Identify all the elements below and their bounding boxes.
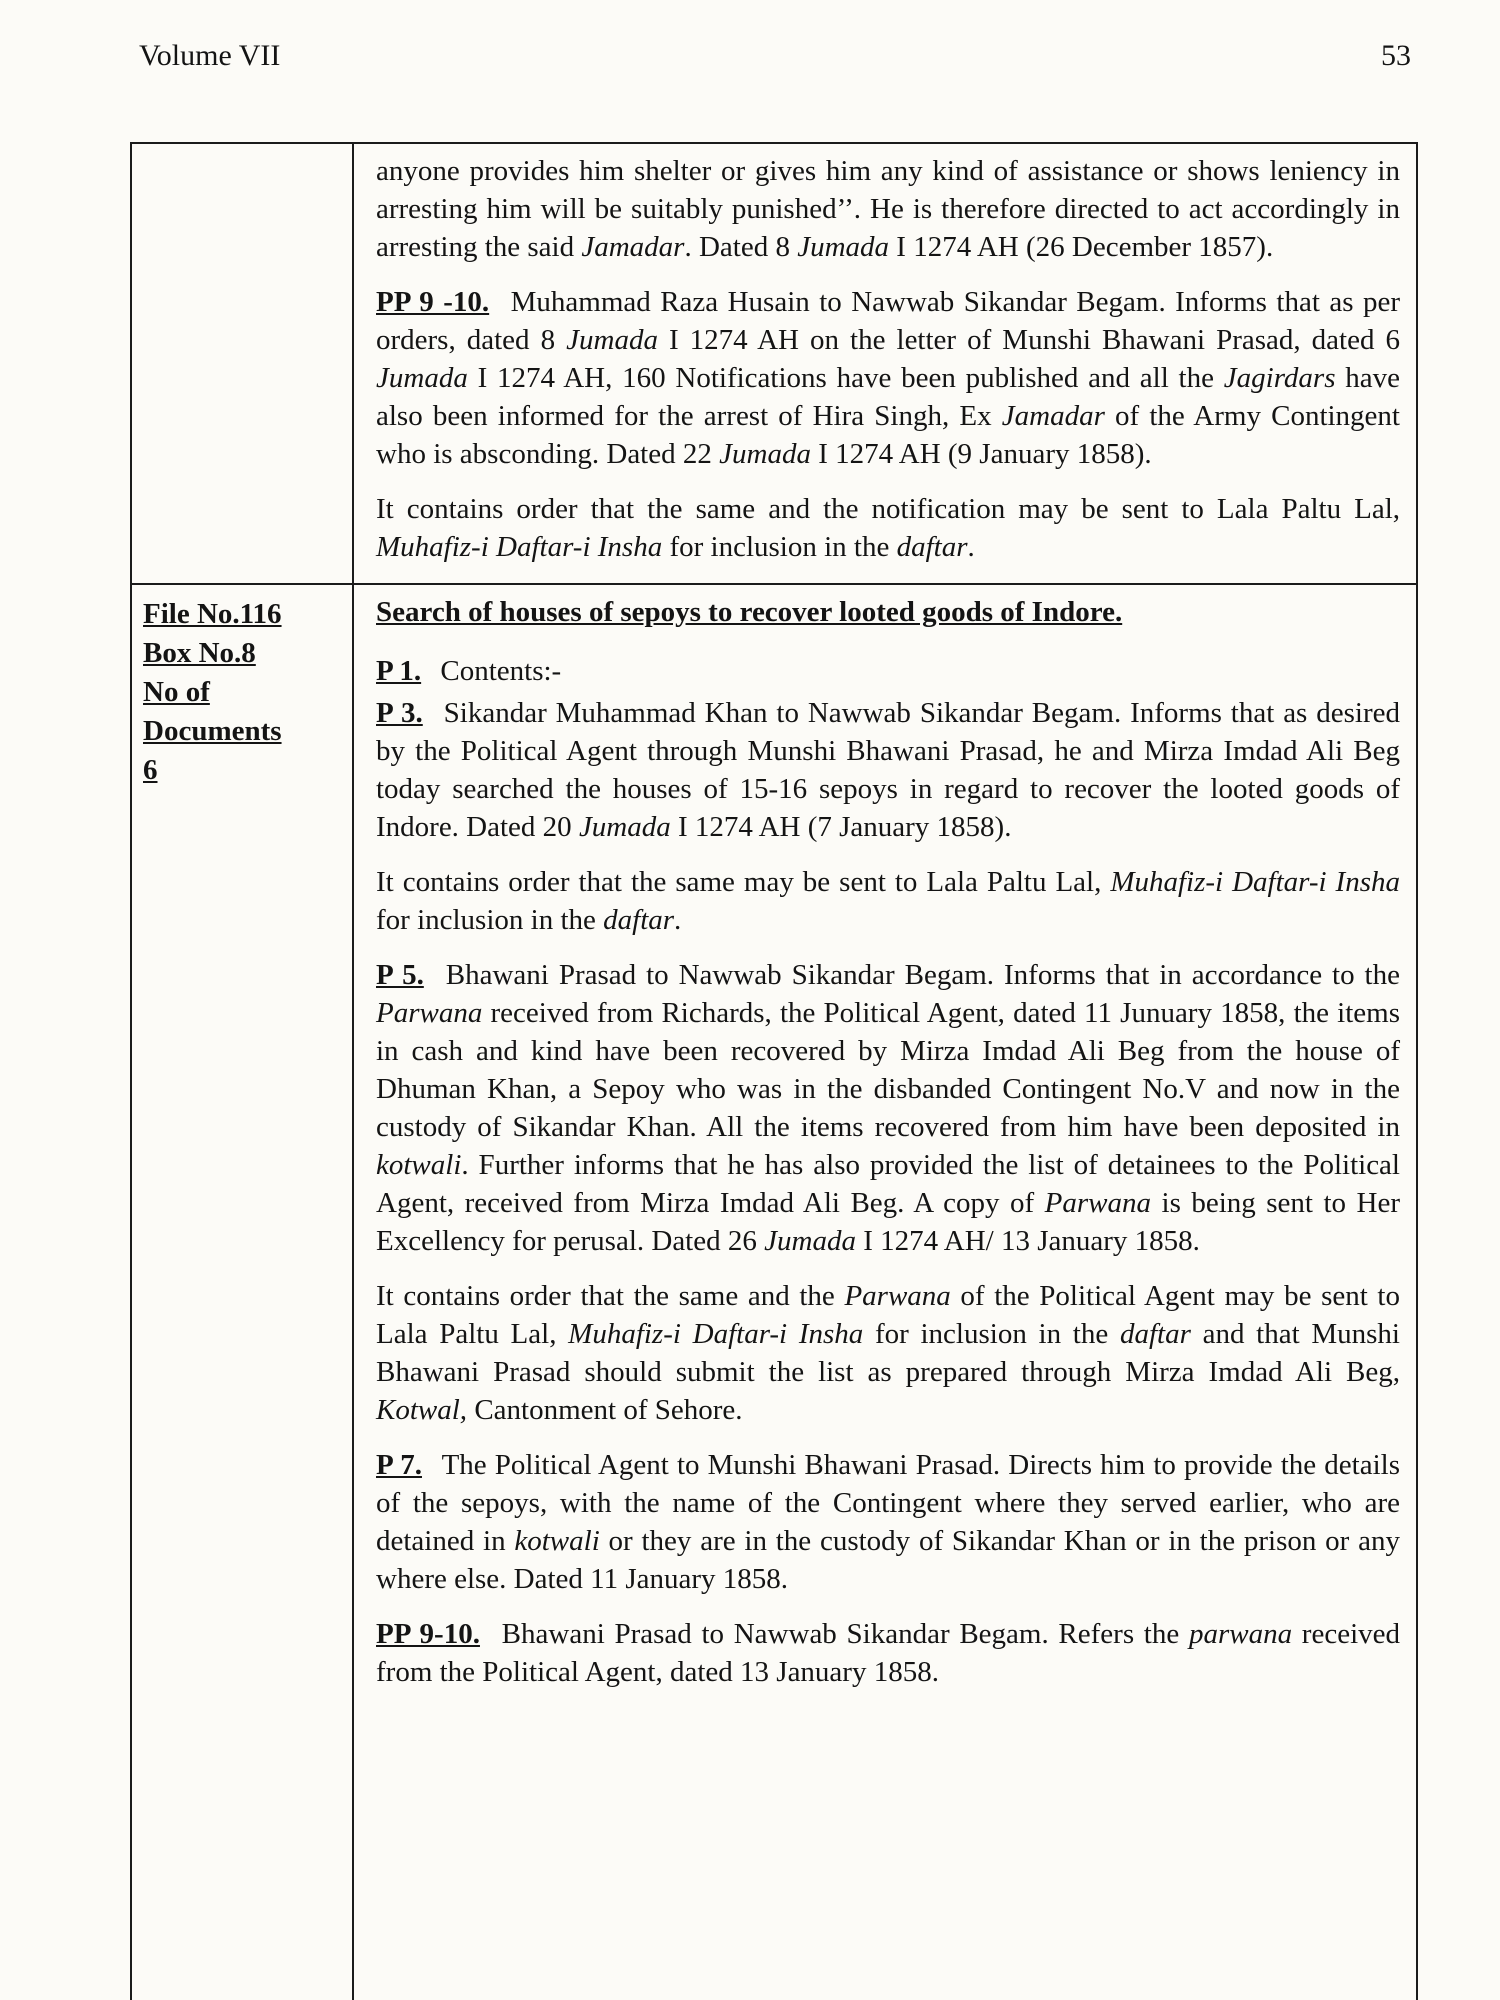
entry-label: PP 9-10.: [376, 1618, 480, 1650]
entry-text: parwana: [1188, 1618, 1293, 1650]
entry-text: Cantonment of Sehore.: [467, 1394, 743, 1426]
entry-text: Search of houses of sepoys to recover looted goods of Indore.: [376, 596, 1123, 628]
entry-text: Contents:-: [433, 655, 562, 687]
entry-text: and that Munshi Bhawani Prasad should submit the list as prepared through Mirza Imdad Ali Beg,: [376, 1318, 1400, 1388]
entry-text: Jamadar: [581, 231, 685, 263]
entry-text: The Political Agent to Munshi Bhawani Prasad. Directs him to provide the details of the sepoys, with the name of the Contingent where they served earlier, who are detained in: [376, 1449, 1400, 1557]
entry-text: Jumada: [566, 324, 658, 356]
entry-text: Jumada: [719, 438, 811, 470]
entry-label: P 3.: [376, 697, 423, 729]
entry-text: Jumada: [764, 1225, 856, 1257]
entry-paragraph: [376, 652, 1400, 690]
entry-text: I 1274 AH (7 January 1858).: [670, 811, 1012, 843]
entry-text: of the Army Contingent who is absconding. Dated 22: [376, 400, 1400, 470]
entry-label: P 5.: [376, 959, 424, 991]
entry-paragraph: [376, 152, 1400, 266]
entry-text: .: [967, 531, 975, 563]
entry-label: PP 9 -10.: [376, 286, 490, 318]
entry-text: daftar: [896, 531, 968, 563]
entry-heading: [376, 593, 1400, 631]
entry-text: Muhafiz-i Daftar-i Insha: [1110, 866, 1400, 898]
entry-text: Bhawani Prasad to Nawwab Sikandar Begam. Informs that in accordance to the: [435, 959, 1400, 991]
entry-text: Jumada: [376, 362, 468, 394]
entry-text: Jumada: [578, 811, 671, 843]
entry-text: Kotwal,: [376, 1394, 468, 1426]
entry-cell: [354, 585, 1416, 2000]
entry-text: I 1274 AH (9 January 1858).: [810, 438, 1152, 470]
file-info-line: No of: [143, 676, 210, 708]
entry-text: Jumada: [797, 231, 890, 263]
entry-text: I 1274 AH on the letter of Munshi Bhawani Prasad, dated 6: [657, 324, 1400, 356]
entry-text: Muhafiz-i Daftar-i Insha: [568, 1318, 864, 1350]
entry-text: .: [674, 904, 682, 936]
entry-text: I 1274 AH (26 December 1857).: [889, 231, 1274, 263]
entry-paragraph: [376, 283, 1400, 473]
entry-label: P 7.: [376, 1449, 422, 1481]
entry-text: Parwana: [844, 1280, 951, 1312]
entry-text: Jagirdars: [1223, 362, 1336, 394]
entry-text: kotwali: [376, 1149, 462, 1181]
entry-paragraph: [376, 1446, 1400, 1598]
entry-paragraph: [376, 1615, 1400, 1691]
entry-text: I 1274 AH/ 13 January 1858.: [855, 1225, 1200, 1257]
entry-text: I 1274 AH, 160 Notifications have been published and all the: [467, 362, 1224, 394]
volume-title: Volume VII: [139, 39, 281, 72]
entry-text: or they are in the custody of Sikandar Khan or in the prison or any where else. Dated 11 January 1858.: [376, 1525, 1400, 1595]
entry-text: Muhammad Raza Husain to Nawwab Sikandar Begam. Informs that as per orders, dated 8: [376, 286, 1400, 356]
entry-text: . Dated 8: [684, 231, 798, 263]
entry-text: daftar: [603, 904, 675, 936]
entry-text: Parwana: [1044, 1187, 1152, 1219]
catalog-table: [130, 142, 1418, 2000]
file-info-line: 6: [143, 754, 158, 786]
entry-text: daftar: [1119, 1318, 1191, 1350]
table-row: [132, 583, 1416, 2000]
entry-paragraph: [376, 490, 1400, 566]
entry-text: for inclusion in the: [863, 1318, 1120, 1350]
file-info-line: Documents: [143, 715, 282, 747]
entry-paragraph: [376, 863, 1400, 939]
entry-cell: [354, 144, 1416, 583]
entry-text: of the Political Agent may be sent to Lala Paltu Lal,: [376, 1280, 1400, 1350]
entry-text: received from Richards, the Political Agent, dated 11 Junuary 1858, the items in cash and kind have been recovered by Mirza Imdad Ali Beg from the house of Dhuman Khan, a Sepoy who was in the disbanded Contingent No.V and now in the custody of Sikandar Khan. All the items recovered from him have been deposited in: [376, 997, 1400, 1143]
file-info-cell: [132, 585, 354, 2000]
table-row: [132, 144, 1416, 583]
entry-text: is being sent to Her Excellency for perusal. Dated 26: [376, 1187, 1401, 1257]
entry-text: for inclusion in the: [662, 531, 897, 563]
entry-text: for inclusion in the: [376, 904, 604, 936]
entry-text: Sikandar Muhammad Khan to Nawwab Sikandar Begam. Informs that as desired by the Political Agent through Munshi Bhawani Prasad, he and Mirza Imdad Ali Beg today searched the houses of 15-16 sepoys in regard to recover the looted goods of Indore. Dated 20: [376, 697, 1400, 843]
entry-text: anyone provides him shelter or gives him any kind of assistance or shows leniency in arresting him will be suitably punished’’. He is therefore directed to act accordingly in arresting the said: [376, 155, 1400, 263]
entry-text: Parwana: [376, 997, 483, 1029]
entry-text: It contains order that the same may be sent to Lala Paltu Lal,: [376, 866, 1111, 898]
entry-text: have also been informed for the arrest of Hira Singh, Ex: [376, 362, 1401, 432]
entry-text: Muhafiz-i Daftar-i Insha: [376, 531, 663, 563]
entry-text: It contains order that the same and the: [376, 1280, 845, 1312]
page-number: 53: [1381, 39, 1411, 72]
entry-paragraph: [376, 1277, 1400, 1429]
entry-text: Jamadar: [1001, 400, 1105, 432]
entry-text: kotwali: [514, 1525, 600, 1557]
entry-text: It contains order that the same and the notification may be sent to Lala Paltu Lal,: [376, 493, 1400, 525]
file-info-line: File No.116: [143, 598, 282, 630]
page-header: [139, 38, 1411, 74]
entry-label: P 1.: [376, 655, 422, 687]
entry-text: Bhawani Prasad to Nawwab Sikandar Begam. Refers the: [491, 1618, 1189, 1650]
entry-text: received from the Political Agent, dated 13 January 1858.: [376, 1618, 1401, 1688]
entry-text: . Further informs that he has also provided the list of detainees to the Political Agent, received from Mirza Imdad Ali Beg. A copy of: [376, 1149, 1400, 1219]
file-info-cell: [132, 144, 354, 583]
entry-paragraph: [376, 694, 1400, 846]
entry-paragraph: [376, 956, 1400, 1260]
file-info-line: Box No.8: [143, 637, 256, 669]
